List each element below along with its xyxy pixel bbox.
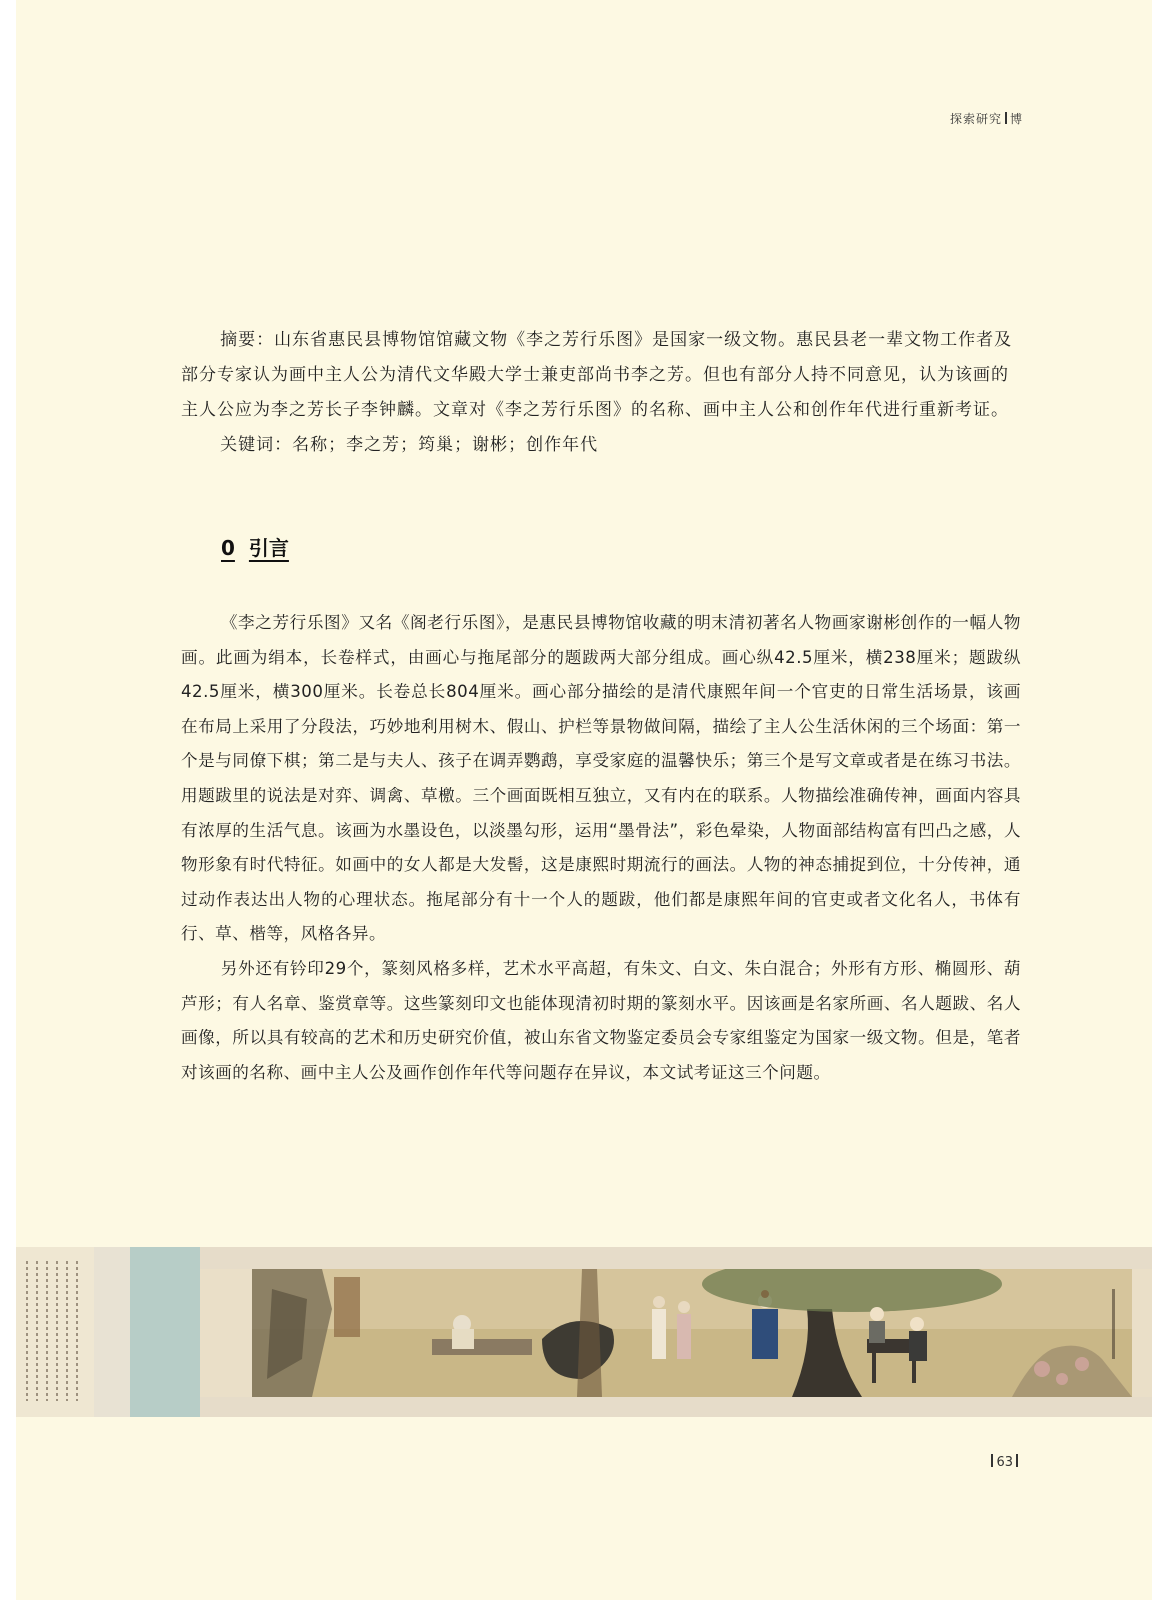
mount-border-bottom bbox=[200, 1397, 1152, 1417]
handscroll-image bbox=[16, 1247, 1152, 1417]
section-title: 引言 bbox=[248, 536, 289, 560]
header-divider bbox=[1005, 112, 1007, 124]
silk-mount bbox=[130, 1247, 200, 1417]
page-number bbox=[988, 1454, 1021, 1470]
page-number-bar-right bbox=[1016, 1454, 1018, 1467]
paragraph: 《李之芳行乐图》又名《阁老行乐图》，是惠民县博物馆收藏的明末清初著名人物画家谢彬创作的一幅人物画。此画为绢本，长卷样式，由画心与拖尾部分的题跋两大部分组成。画心纵42.5厘米，横238厘米；题跋纵42.5厘米，横300厘米。长卷总长804厘米。画心部分描绘的是清代康熙年间一个官吏的日常生活场景，该画在布局上采用了分段法，巧妙地利用树木、假山、护栏等景物做间隔，描绘了主人公生活休闲的三个场面：第一个是与同僚下棋；第二是与夫人、孩子在调弄鹦鹉，享受家庭的温馨快乐；第三个是写文章或者是在练习书法。用题跋里的说法是对弈、调禽、草檄。三个画面既相互独立，又有内在的联系。人物描绘准确传神，画面内容具有浓厚的生活气息。该画为水墨设色，以淡墨勾形，运用“墨骨法”，彩色晕染，人物面部结构富有凹凸之感，人物形象有时代特征。如画中的女人都是大发髻，这是康熙时期流行的画法。人物的神态捕捉到位，十分传神，通过动作表达出人物的心理状态。拖尾部分有十一个人的题跋，他们都是康熙年间的官吏或者文化名人，书体有行、草、楷等，风格各异。 bbox=[181, 613, 1021, 944]
keywords: 关键词：名称；李之芳；筠巢；谢彬；创作年代 bbox=[220, 435, 599, 455]
header-section: 探索研究 bbox=[949, 112, 1002, 126]
paragraph: 另外还有钤印29个，篆刻风格多样，艺术水平高超，有朱文、白文、朱白混合；外形有方形、椭圆形、葫芦形；有人名章、鉴赏章等。这些篆刻印文也能体现清初时期的篆刻水平。因该画是名家所画、名人题跋、名人画像，所以具有较高的艺术和历史研究价值，被山东省文物鉴定委员会专家组鉴定为国家一级文物。但是，笔者对该画的名称、画中主人公及画作创作年代等问题存在异议，本文试考证这三个问题。 bbox=[181, 958, 1021, 1082]
painting-illustration bbox=[252, 1269, 1132, 1397]
page bbox=[16, 0, 1152, 1600]
painting-scene bbox=[252, 1269, 1132, 1397]
header-tag: 博 bbox=[1009, 112, 1023, 126]
body-text bbox=[181, 606, 1021, 1090]
page-number-value: 63 bbox=[996, 1455, 1013, 1470]
running-header bbox=[950, 110, 1023, 127]
mount-border-top bbox=[200, 1247, 1152, 1269]
abstract-text: 摘要：山东省惠民县博物馆馆藏文物《李之芳行乐图》是国家一级文物。惠民县老一辈文物工作者及部分专家认为画中主人公为清代文华殿大学士兼吏部尚书李之芳。但也有部分人持不同意见，认为该画的主人公应为李之芳长子李钟麟。文章对《李之芳行乐图》的名称、画中主人公和创作年代进行重新考证。 bbox=[181, 330, 1013, 420]
section-number: 0 bbox=[221, 536, 235, 560]
page-number-bar-left bbox=[991, 1454, 993, 1467]
section-heading bbox=[221, 532, 289, 561]
abstract-block bbox=[181, 323, 1021, 463]
colophon-inscription bbox=[16, 1247, 94, 1417]
mount-gap bbox=[94, 1247, 130, 1417]
